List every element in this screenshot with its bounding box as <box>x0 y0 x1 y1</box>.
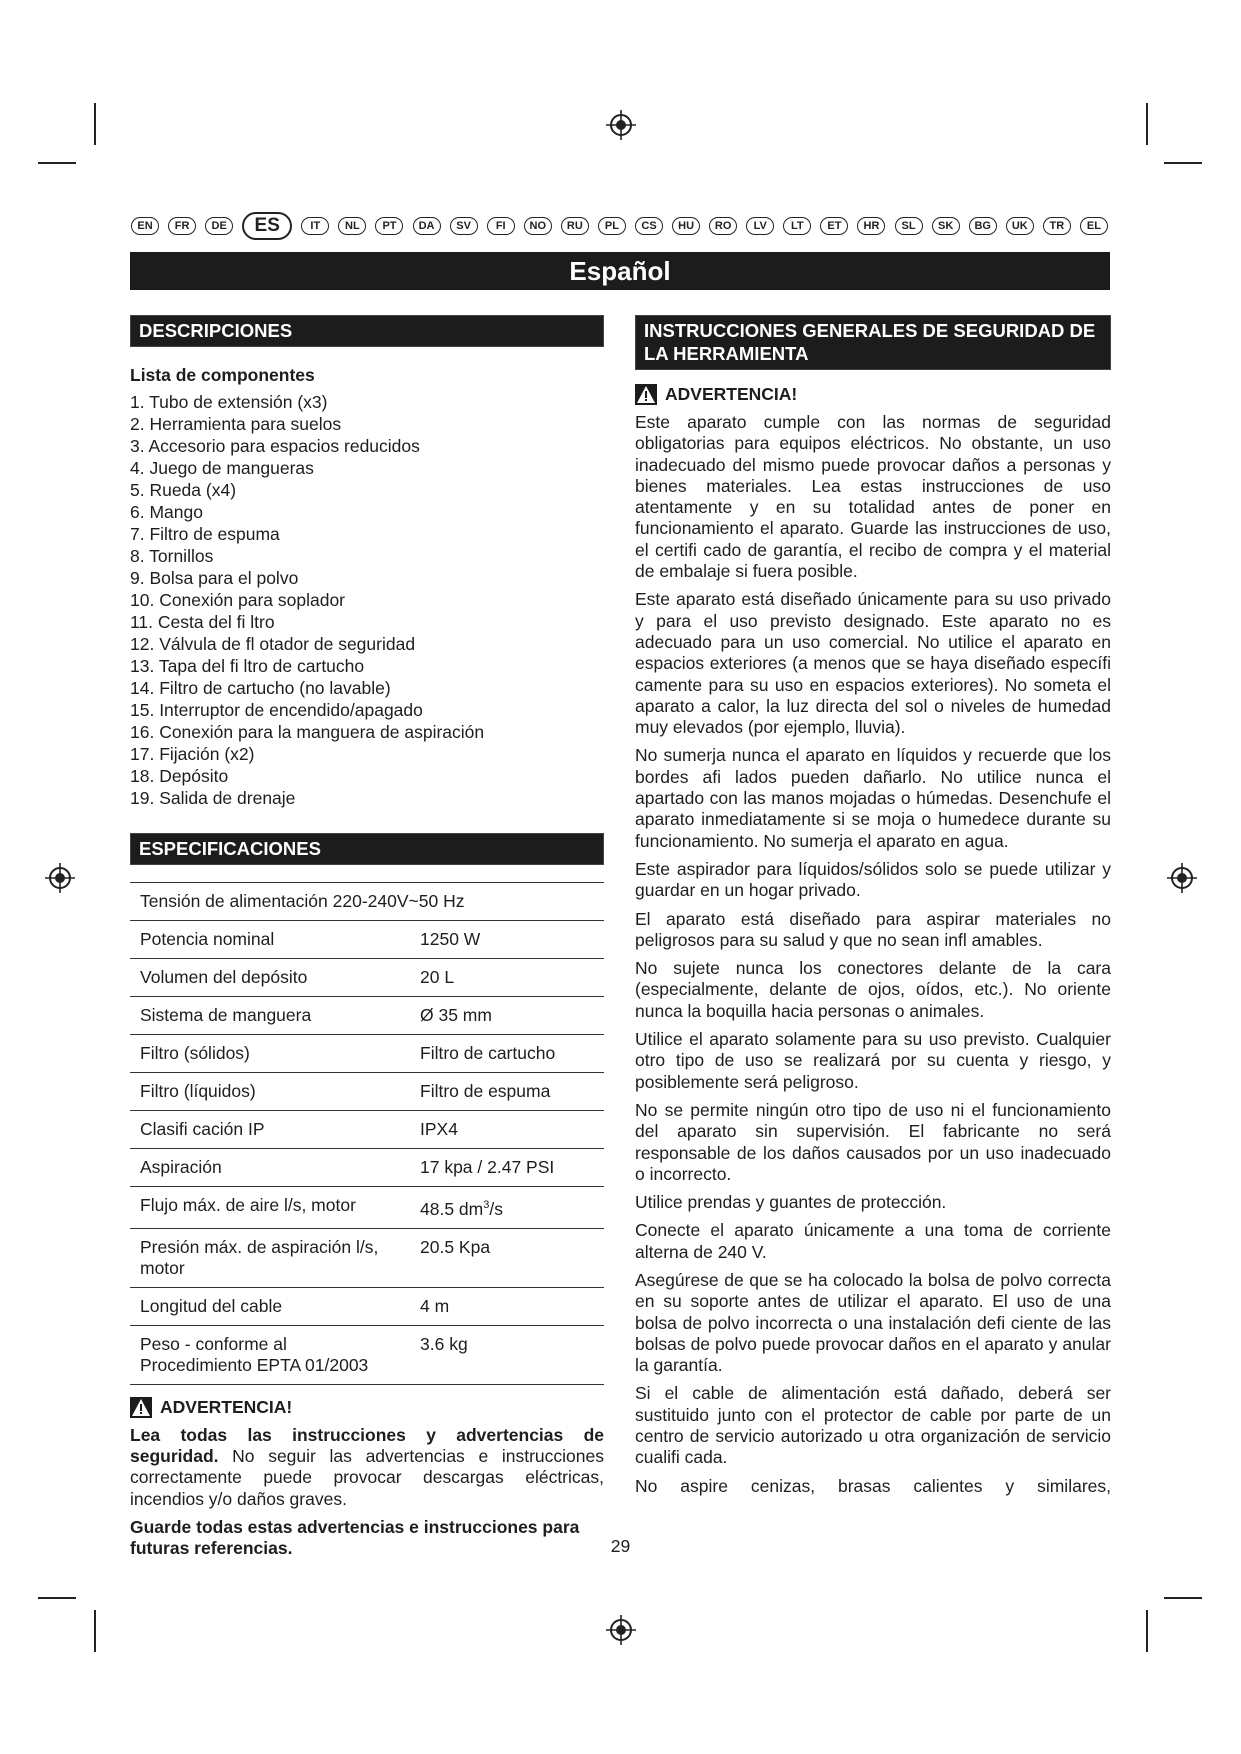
list-item: 3. Accesorio para espacios reducidos <box>130 436 420 456</box>
spec-label: Presión máx. de aspiración l/s, motor <box>130 1228 410 1287</box>
list-item: 7. Filtro de espuma <box>130 524 280 544</box>
safety-paragraph: No sumerja nunca el aparato en líquidos y recuerde que los bordes afi lados pueden dañarlo. No utilice nunca el apartado con las manos mojadas o húmedas. Desenchufe el aparato inmediatamente si se moja o humedece durante su funcionamiento. No sumerja el aparato en agua. <box>635 745 1111 851</box>
list-item: 1. Tubo de extensión (x3) <box>130 392 328 412</box>
registration-mark-icon <box>606 110 636 140</box>
language-title-banner: Español <box>130 252 1110 290</box>
language-badge: EN <box>131 217 159 235</box>
language-badge: LT <box>783 217 811 235</box>
safety-paragraph: Utilice prendas y guantes de protección. <box>635 1192 947 1213</box>
language-badge: SL <box>895 217 923 235</box>
section-heading-specifications: ESPECIFICACIONES <box>130 833 604 865</box>
spec-value: Filtro de cartucho <box>410 1035 604 1073</box>
list-item: 14. Filtro de cartucho (no lavable) <box>130 678 391 698</box>
language-badge: FR <box>168 217 196 235</box>
language-badge: NL <box>338 217 366 235</box>
language-badge: SK <box>932 217 960 235</box>
spec-label: Filtro (líquidos) <box>130 1073 410 1111</box>
safety-paragraph: Conecte el aparato únicamente a una toma de corriente alterna de 240 V. <box>635 1220 1111 1262</box>
crop-mark <box>94 103 96 145</box>
list-item: 18. Depósito <box>130 766 229 786</box>
right-column <box>635 315 1111 1504</box>
crop-mark <box>38 162 76 164</box>
spec-value: 17 kpa / 2.47 PSI <box>410 1149 604 1187</box>
language-badge: EL <box>1080 217 1108 235</box>
spec-value: Filtro de espuma <box>410 1073 604 1111</box>
safety-paragraph: El aparato está diseñado para aspirar materiales no peligrosos para su salud y que no sean infl amables. <box>635 908 1111 950</box>
spec-label: Tensión de alimentación 220-240V~50 Hz <box>130 883 604 921</box>
warning-paragraph <box>130 1425 604 1510</box>
component-list <box>130 391 604 809</box>
spec-label: Aspiración <box>130 1149 410 1187</box>
spec-value: 20 L <box>410 959 604 997</box>
registration-mark-icon <box>1167 863 1197 893</box>
language-badge: TR <box>1043 217 1071 235</box>
language-badge: RU <box>561 217 589 235</box>
warning-heading <box>130 1397 604 1418</box>
language-badge: PL <box>598 217 626 235</box>
spec-value <box>410 1187 604 1229</box>
spec-value: 20.5 Kpa <box>410 1228 604 1287</box>
language-badge: LV <box>746 217 774 235</box>
language-badge: CS <box>635 217 663 235</box>
warning-bold-text: Lea todas las instrucciones y advertencias de seguridad. <box>130 1424 604 1467</box>
language-badge: PT <box>375 217 403 235</box>
list-item: 17. Fijación (x2) <box>130 744 255 764</box>
warning-triangle-icon <box>130 1397 152 1418</box>
spec-label: Potencia nominal <box>130 921 410 959</box>
list-item: 9. Bolsa para el polvo <box>130 568 299 588</box>
safety-paragraph: Este aparato está diseñado únicamente para su uso privado y para el uso previsto designado. Este aparato no es adecuado para un uso comercial. No utilice el aparato en espacios exteriores (a menos que se haya diseñado específi camente para su uso en espacios exteriores). No someta el aparato a calor, la luz directa del sol o niveles de humedad muy elevados (por ejemplo, lluvia). <box>635 589 1111 738</box>
list-item: 16. Conexión para la manguera de aspiración <box>130 722 485 742</box>
safety-paragraph: Este aspirador para líquidos/sólidos solo se puede utilizar y guardar en un hogar privado. <box>635 858 1111 901</box>
spec-label: Sistema de manguera <box>130 997 410 1035</box>
list-item: 15. Interruptor de encendido/apagado <box>130 700 423 720</box>
language-badge: BG <box>969 217 997 235</box>
table-row <box>130 1073 604 1111</box>
spec-value-suffix: /s <box>489 1198 503 1219</box>
crop-mark <box>1164 1597 1202 1599</box>
component-list-title: Lista de componentes <box>130 365 315 385</box>
safety-paragraph: No aspire cenizas, brasas calientes y similares, <box>635 1475 1111 1496</box>
language-bar <box>131 212 1108 240</box>
page-number: 29 <box>610 1536 631 1556</box>
registration-mark-icon <box>606 1615 636 1645</box>
spec-value-main: 48.5 dm <box>420 1198 484 1219</box>
table-row <box>130 1228 604 1287</box>
language-badge: HU <box>672 217 700 235</box>
spec-label: Peso - conforme al Procedimiento EPTA 01/2003 <box>130 1325 410 1384</box>
list-item: 5. Rueda (x4) <box>130 480 237 500</box>
warning-heading <box>635 384 1111 405</box>
language-badge: IT <box>301 217 329 235</box>
language-badge: SV <box>450 217 478 235</box>
language-badge: NO <box>524 217 552 235</box>
section-heading-safety: INSTRUCCIONES GENERALES DE SEGURIDAD DE LA HERRAMIENTA <box>635 315 1111 370</box>
safety-paragraph: Asegúrese de que se ha colocado la bolsa de polvo correcta en su soporte antes de utilizar el aparato. El uso de una bolsa de polvo incorrecta o una instalación defi ciente de las bolsas de polvo puede provocar daños en el aparato y anular la garantía. <box>635 1269 1111 1376</box>
safety-paragraph: Si el cable de alimentación está dañado, deberá ser sustituido junto con el protector de cable por parte de un centro de servicio autorizado u otra organización de servicio cualifi cada. <box>635 1383 1111 1468</box>
spec-label: Clasifi cación IP <box>130 1111 410 1149</box>
section-heading-descriptions: DESCRIPCIONES <box>130 315 604 347</box>
specifications-table <box>130 882 604 1385</box>
list-item: 12. Válvula de fl otador de seguridad <box>130 634 416 654</box>
table-row <box>130 1111 604 1149</box>
list-item: 4. Juego de mangueras <box>130 458 314 478</box>
warning-title: ADVERTENCIA! <box>665 384 798 404</box>
crop-mark <box>1146 1610 1148 1652</box>
table-row <box>130 1149 604 1187</box>
list-item: 10. Conexión para soplador <box>130 590 346 610</box>
table-row <box>130 921 604 959</box>
table-row <box>130 1325 604 1384</box>
language-badge: ET <box>820 217 848 235</box>
list-item: 11. Cesta del fi ltro <box>130 612 275 632</box>
spec-value-superscript: 3 <box>483 1199 490 1211</box>
spec-label: Flujo máx. de aire l/s, motor <box>130 1187 410 1229</box>
safety-paragraph: No sujete nunca los conectores delante de la cara (especialmente, delante de ojos, oídos, etc.). No oriente nunca la boquilla hacia personas o animales. <box>635 958 1111 1021</box>
list-item: 2. Herramienta para suelos <box>130 414 342 434</box>
spec-value: 4 m <box>410 1287 604 1325</box>
spec-label: Filtro (sólidos) <box>130 1035 410 1073</box>
language-badge: HR <box>857 217 885 235</box>
language-badge: DA <box>413 217 441 235</box>
list-item: 19. Salida de drenaje <box>130 788 296 808</box>
warning-paragraph: Guarde todas estas advertencias e instrucciones para futuras referencias. <box>130 1517 580 1559</box>
spec-value: 1250 W <box>410 921 604 959</box>
language-badge: UK <box>1006 217 1034 235</box>
safety-paragraph: Utilice el aparato solamente para su uso previsto. Cualquier otro tipo de uso se realizará por su cuenta y riesgo, y posiblemente será peligroso. <box>635 1029 1111 1092</box>
language-badge: FI <box>487 217 515 235</box>
table-row <box>130 1287 604 1325</box>
crop-mark <box>1146 103 1148 145</box>
safety-paragraph: Este aparato cumple con las normas de seguridad obligatorias para equipos eléctricos. No obstante, un uso inadecuado del mismo puede provocar daños a personas y bienes materiales. Lea estas instrucciones de uso atentamente y en su totalidad antes de poner en funcionamiento el aparato. Guarde las instrucciones de uso, el certifi cado de garantía, el recibo de compra y el material de embalaje si fuera posible. <box>635 412 1111 582</box>
warning-text: No seguir las advertencias e instrucciones correctamente puede provocar descargas eléctricas, incendios y/o daños graves. <box>130 1446 604 1509</box>
spec-value: Ø 35 mm <box>410 997 604 1035</box>
safety-paragraph: No se permite ningún otro tipo de uso ni el funcionamiento del aparato sin supervisión. El fabricante no será responsable de los daños causados por un uso inadecuado o incorrecto. <box>635 1099 1111 1184</box>
table-row <box>130 1035 604 1073</box>
table-row <box>130 1187 604 1229</box>
list-item: 13. Tapa del fi ltro de cartucho <box>130 656 365 676</box>
language-badge: RO <box>709 217 737 235</box>
crop-mark <box>38 1597 76 1599</box>
crop-mark <box>1164 162 1202 164</box>
registration-mark-icon <box>45 863 75 893</box>
crop-mark <box>94 1610 96 1652</box>
spec-label: Volumen del depósito <box>130 959 410 997</box>
list-item: 8. Tornillos <box>130 546 214 566</box>
table-row <box>130 997 604 1035</box>
warning-title: ADVERTENCIA! <box>160 1396 293 1417</box>
warning-triangle-icon <box>635 384 657 405</box>
left-column <box>130 315 604 1567</box>
table-row <box>130 883 604 921</box>
spec-label: Longitud del cable <box>130 1287 410 1325</box>
language-badge: DE <box>205 217 233 235</box>
table-row <box>130 959 604 997</box>
spec-value: IPX4 <box>410 1111 604 1149</box>
list-item: 6. Mango <box>130 502 203 522</box>
spec-value: 3.6 kg <box>410 1325 604 1384</box>
language-badge-active: ES <box>242 212 292 240</box>
